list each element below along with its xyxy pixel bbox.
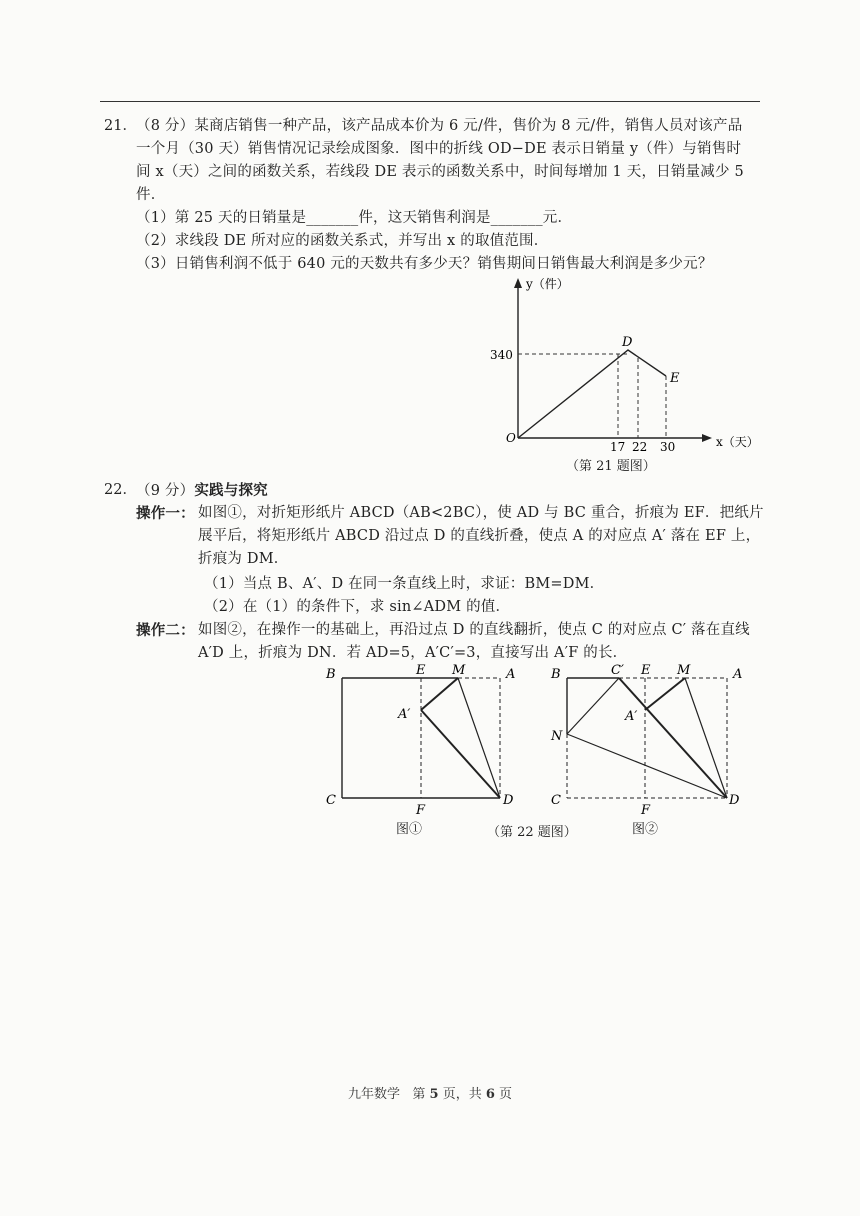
y-axis-arrow	[514, 278, 522, 288]
op1-label: 操作一：	[136, 505, 195, 522]
point-e-label: E	[670, 371, 680, 386]
fig1-caption: 图①	[396, 822, 423, 837]
q22-score: （9 分）	[136, 483, 195, 499]
fig1-label-f: F	[416, 803, 426, 818]
op1-line1: 如图①，对折矩形纸片 ABCD（AB<2BC），使 AD 与 BC 重合，折痕为 EF．把纸片	[198, 505, 764, 521]
q21-caption: （第 21 题图）	[566, 459, 656, 474]
op1-line3: 折痕为 DM．	[198, 551, 289, 567]
crease-dm	[458, 678, 500, 798]
q21-graph	[470, 270, 770, 455]
crease-dn	[567, 734, 727, 798]
op2-line1: 如图②，在操作一的基础上，再沿过点 D 的直线翻折，使点 C 的对应点 C′ 落在直线	[198, 622, 750, 638]
x-tick-30: 30	[660, 440, 676, 454]
q21-line3: 间 x（天）之间的函数关系，若线段 DE 表示的函数关系中，时间每增加 1 天，日销量减少 5	[136, 164, 744, 180]
x-axis-arrow	[702, 434, 712, 442]
fig1-label-d: D	[503, 793, 514, 808]
fig1-label-a: A	[506, 667, 516, 682]
fig2-label-e: E	[641, 663, 651, 678]
footer-subject: 九年数学	[347, 1087, 400, 1102]
fig1-label-b: B	[326, 667, 336, 682]
header-rule	[100, 101, 760, 102]
page-footer	[0, 1083, 860, 1102]
q21-line1: （8 分）某商店销售一种产品，该产品成本价为 6 元/件，售价为 8 元/件，销售人员对该产品	[136, 118, 743, 134]
footer-page-mid: 页，共	[442, 1087, 482, 1102]
q21-sub3: （3）日销售利润不低于 640 元的天数共有多少天？销售期间日销售最大利润是多少元？	[136, 256, 713, 272]
fig2-label-m: M	[677, 663, 691, 678]
fig2-label-cprime: C′	[611, 663, 624, 678]
x-tick-17: 17	[610, 440, 626, 454]
footer-page-total: 6	[485, 1087, 495, 1102]
q22-caption: （第 22 题图）	[487, 825, 577, 840]
fig1-label-aprime: A′	[398, 707, 411, 722]
segment-aprime-d	[421, 710, 500, 798]
x-axis-label: x（天）	[716, 435, 759, 449]
footer-page-prefix: 第	[412, 1087, 426, 1102]
fig2-label-b: B	[551, 667, 561, 682]
segment-cprime-n	[567, 678, 619, 734]
footer-page-suffix: 页	[499, 1087, 513, 1102]
fig1-label-m: M	[452, 663, 466, 678]
fig2-label-d: D	[729, 793, 740, 808]
q22-number: 22．	[104, 482, 137, 498]
q21-sub2: （2）求线段 DE 所对应的函数关系式，并写出 x 的取值范围．	[136, 233, 549, 249]
y-axis-label: y（件）	[526, 277, 569, 291]
footer-page-num: 5	[429, 1087, 439, 1102]
fig2-caption: 图②	[632, 822, 659, 837]
fig1-label-e: E	[416, 663, 426, 678]
op1-line2: 展平后，将矩形纸片 ABCD 沿过点 D 的直线折叠，使点 A 的对应点 A′ 落在 EF 上，	[198, 528, 761, 544]
segment-m-aprime	[645, 678, 685, 710]
segment-cprime-d	[619, 678, 727, 798]
y-tick-340: 340	[490, 348, 513, 362]
fig2-label-a: A	[733, 667, 743, 682]
od-de-polyline	[518, 350, 666, 438]
figure-2	[545, 662, 765, 822]
op2-line2: A′D 上，折痕为 DN．若 AD=5，A′C′=3，直接写出 A′F 的长．	[198, 645, 628, 661]
q22-title: 实践与探究	[194, 482, 268, 499]
x-tick-22: 22	[632, 440, 648, 454]
point-d-label: D	[622, 335, 633, 350]
segment-m-aprime	[421, 678, 458, 710]
op1-sub1: （1）当点 B、A′、D 在同一条直线上时，求证：BM=DM．	[204, 576, 605, 592]
fig2-label-c: C	[551, 793, 561, 808]
fig2-label-aprime: A′	[625, 709, 638, 724]
fig2-label-n: N	[551, 729, 563, 744]
fig1-label-c: C	[326, 793, 336, 808]
op1-sub2: （2）在（1）的条件下，求 sin∠ADM 的值．	[204, 599, 511, 615]
q21-line2: 一个月（30 天）销售情况记录绘成图象．图中的折线 OD−DE 表示日销量 y（件）与销售时	[136, 141, 742, 157]
origin-label: O	[506, 431, 516, 445]
figure-1	[320, 662, 540, 822]
fig2-label-f: F	[641, 803, 651, 818]
op2-label: 操作二：	[136, 622, 195, 639]
q22-heading	[136, 479, 268, 503]
q21-number: 21．	[104, 118, 137, 134]
q21-line4: 件．	[136, 187, 166, 203]
q21-sub1: （1）第 25 天的日销量是_______件，这天销售利润是_______元．	[136, 210, 573, 226]
crease-dm	[685, 678, 727, 798]
